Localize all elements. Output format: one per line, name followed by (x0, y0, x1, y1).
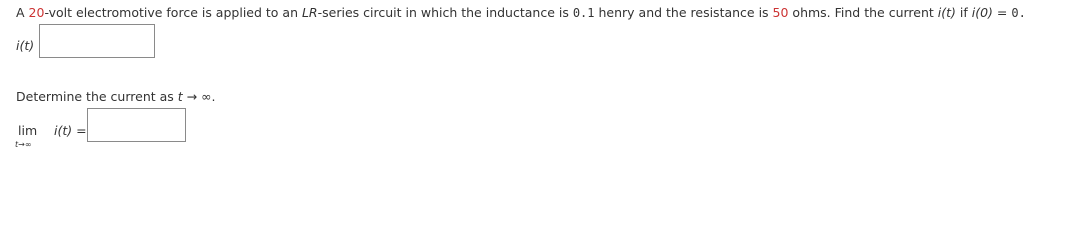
q2-infinity: ∞ (201, 89, 212, 104)
q1-text-a: A (16, 5, 29, 20)
initial-condition-value: 0. (1011, 6, 1026, 20)
q2-text-a: Determine the current as (16, 89, 178, 104)
limit-operator: lim (18, 123, 38, 138)
q1-text-f: if (955, 5, 972, 20)
q1-text-c: -series circuit in which the inductance is (317, 5, 573, 20)
limit-subscript: t→∞ (15, 140, 32, 149)
q1-text-d: henry and the resistance is (594, 5, 773, 20)
q2-arrow: → (182, 89, 202, 104)
answer2-equals: = (76, 123, 87, 138)
question2-text (16, 89, 216, 104)
initial-condition-function: i(0) (971, 5, 993, 20)
voltage-value: 20 (28, 5, 45, 20)
answer2-label (54, 123, 87, 138)
inductance-value: 0.1 (572, 6, 595, 20)
answer2-function: i(t) (54, 123, 73, 138)
q2-variable: t (177, 89, 183, 104)
question-text (16, 5, 1026, 20)
q1-text-g: = (992, 5, 1012, 20)
circuit-type: LR (301, 5, 318, 20)
current-answer-input[interactable] (39, 24, 155, 58)
current-function: i(t) (937, 5, 956, 20)
q1-text-b: -volt electromotive force is applied to an (44, 5, 302, 20)
q1-text-e: ohms. Find the current (788, 5, 938, 20)
answer1-function: i(t) (16, 38, 35, 53)
resistance-value: 50 (772, 5, 789, 20)
limit-answer-input[interactable] (87, 108, 186, 142)
q2-text-b: . (211, 89, 216, 104)
